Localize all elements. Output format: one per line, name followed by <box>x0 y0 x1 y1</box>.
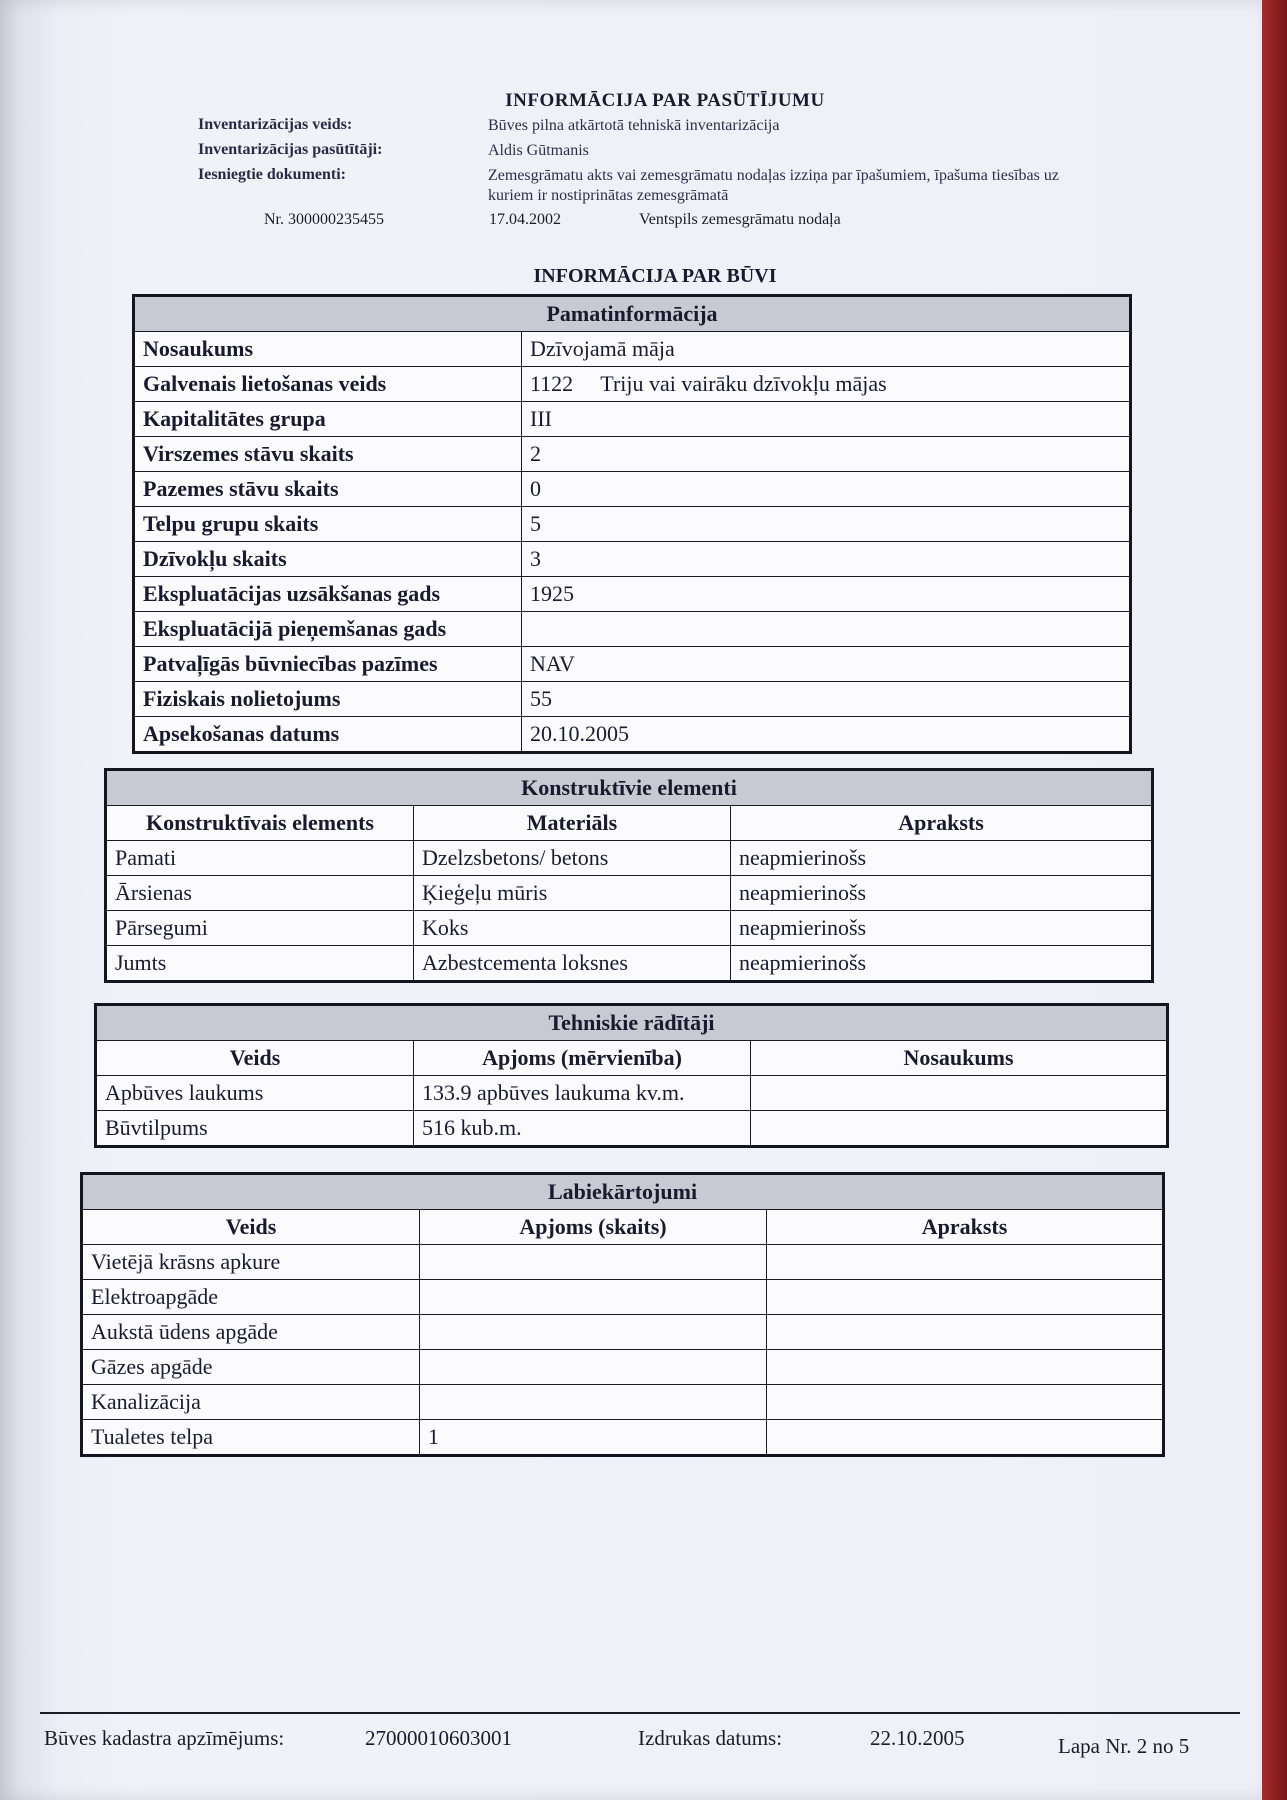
table-cell <box>420 1350 767 1385</box>
table-cell <box>767 1280 1164 1315</box>
order-value: Būves pilna atkārtotā tehniskā inventarizācija <box>488 117 780 134</box>
field-label: Virszemes stāvu skaits <box>134 437 522 472</box>
table-cell <box>767 1245 1164 1280</box>
field-value: 1925 <box>522 577 1131 612</box>
field-label: Telpu grupu skaits <box>134 507 522 542</box>
table-cell: 133.9 apbūves laukuma kv.m. <box>414 1076 751 1111</box>
field-label: Galvenais lietošanas veids <box>134 367 522 402</box>
table-cell <box>767 1315 1164 1350</box>
table-caption: Tehniskie rādītāji <box>96 1005 1168 1041</box>
column-header: Apjoms (skaits) <box>420 1210 767 1245</box>
table-row <box>82 1280 1164 1315</box>
table-cell <box>767 1420 1164 1456</box>
technical-indicators-table <box>94 1003 1169 1148</box>
cadastre-label: Būves kadastra apzīmējums: <box>44 1726 285 1750</box>
table-row <box>106 911 1153 946</box>
field-value: III <box>522 402 1131 437</box>
field-value: 55 <box>522 682 1131 717</box>
field-label: Fiziskais nolietojums <box>134 682 522 717</box>
field-value <box>522 612 1131 647</box>
page-footer <box>40 1712 1240 1758</box>
table-cell <box>767 1350 1164 1385</box>
table-row <box>96 1076 1168 1111</box>
cadastre-value: 27000010603001 <box>365 1726 512 1750</box>
table-caption: Pamatinformācija <box>134 296 1131 332</box>
order-value: Zemesgrāmatu akts vai zemesgrāmatu nodaļas izziņa par īpašumiem, īpašuma tiesības uz kuriem ir nostiprinātas zemesgrāmatā <box>488 166 1059 205</box>
table-row <box>82 1315 1164 1350</box>
table-cell <box>751 1076 1168 1111</box>
column-header: Materiāls <box>414 806 731 841</box>
field-value: Dzīvojamā māja <box>522 332 1131 367</box>
table-cell: Gāzes apgāde <box>82 1350 420 1385</box>
table-cell: Pamati <box>106 841 414 876</box>
table-row <box>96 1111 1168 1147</box>
table-cell: Azbestcementa loksnes <box>414 946 731 982</box>
field-label: Ekspluatācijā pieņemšanas gads <box>134 612 522 647</box>
table-row <box>82 1245 1164 1280</box>
table-row <box>82 1350 1164 1385</box>
document-date: 17.04.2002 <box>489 211 561 229</box>
field-label: Pazemes stāvu skaits <box>134 472 522 507</box>
table-cell <box>767 1385 1164 1420</box>
field-value: 20.10.2005 <box>522 717 1131 753</box>
table-row <box>134 507 1131 542</box>
field-value: 2 <box>522 437 1131 472</box>
table-row <box>134 367 1131 402</box>
table-cell <box>420 1315 767 1350</box>
table-caption: Konstruktīvie elementi <box>106 770 1153 806</box>
field-value: NAV <box>522 647 1131 682</box>
column-header: Nosaukums <box>751 1041 1168 1076</box>
table-cell: neapmierinošs <box>731 946 1153 982</box>
field-value: 5 <box>522 507 1131 542</box>
table-cell: 516 kub.m. <box>414 1111 751 1147</box>
table-row <box>134 332 1131 367</box>
table-cell: neapmierinošs <box>731 841 1153 876</box>
document-office: Ventspils zemesgrāmatu nodaļa <box>639 211 841 229</box>
table-row <box>134 542 1131 577</box>
column-header: Veids <box>82 1210 420 1245</box>
table-cell: Aukstā ūdens apgāde <box>82 1315 420 1350</box>
table-cell: Jumts <box>106 946 414 982</box>
column-header: Konstruktīvais elements <box>106 806 414 841</box>
document-number: Nr. 300000235455 <box>264 211 384 229</box>
document-reference <box>264 211 1210 229</box>
order-label: Iesniegtie dokumenti: <box>198 165 346 183</box>
field-value: 1122 Triju vai vairāku dzīvokļu mājas <box>522 367 1131 402</box>
table-row <box>134 577 1131 612</box>
column-header: Veids <box>96 1041 414 1076</box>
table-cell: Tualetes telpa <box>82 1420 420 1456</box>
document-sheet <box>80 90 1210 1457</box>
table-cell <box>751 1111 1168 1147</box>
table-row <box>106 946 1153 982</box>
table-cell: 1 <box>420 1420 767 1456</box>
table-row <box>134 437 1131 472</box>
column-header: Apjoms (mērvienība) <box>414 1041 751 1076</box>
table-caption: Labiekārtojumi <box>82 1174 1164 1210</box>
order-info <box>198 116 1098 207</box>
table-cell <box>420 1245 767 1280</box>
building-title: INFORMĀCIJA PAR BŪVI <box>533 265 777 288</box>
table-cell <box>420 1280 767 1315</box>
column-header: Apraksts <box>767 1210 1164 1245</box>
page-number: Lapa Nr. 2 no 5 <box>1058 1734 1190 1758</box>
table-cell <box>420 1385 767 1420</box>
field-value: 0 <box>522 472 1131 507</box>
field-label: Patvaļīgās būvniecības pazīmes <box>134 647 522 682</box>
field-label: Nosaukums <box>134 332 522 367</box>
order-label: Inventarizācijas veids: <box>198 116 353 133</box>
structural-elements-table <box>104 768 1154 983</box>
table-cell: Ārsienas <box>106 876 414 911</box>
table-cell: Elektroapgāde <box>82 1280 420 1315</box>
table-row <box>106 876 1153 911</box>
table-row <box>82 1420 1164 1456</box>
table-row <box>106 841 1153 876</box>
table-cell: Vietējā krāsns apkure <box>82 1245 420 1280</box>
table-cell: Kanalizācija <box>82 1385 420 1420</box>
order-title: INFORMĀCIJA PAR PASŪTĪJUMU <box>505 90 825 111</box>
table-cell: Dzelzsbetons/ betons <box>414 841 731 876</box>
table-row <box>134 682 1131 717</box>
table-cell: neapmierinošs <box>731 876 1153 911</box>
binder-edge <box>1262 0 1287 1800</box>
order-value: Aldis Gūtmanis <box>488 141 589 159</box>
table-row <box>134 717 1131 753</box>
field-label: Apsekošanas datums <box>134 717 522 753</box>
table-cell: neapmierinošs <box>731 911 1153 946</box>
basic-info-table <box>132 294 1132 754</box>
table-cell: Koks <box>414 911 731 946</box>
print-date-value: 22.10.2005 <box>870 1726 965 1750</box>
field-label: Kapitalitātes grupa <box>134 402 522 437</box>
table-cell: Pārsegumi <box>106 911 414 946</box>
table-cell: Ķieģeļu mūris <box>414 876 731 911</box>
table-cell: Būvtilpums <box>96 1111 414 1147</box>
table-row <box>134 472 1131 507</box>
table-row <box>134 612 1131 647</box>
table-row <box>82 1385 1164 1420</box>
table-cell: Apbūves laukums <box>96 1076 414 1111</box>
print-date-label: Izdrukas datums: <box>638 1726 783 1750</box>
field-label: Ekspluatācijas uzsākšanas gads <box>134 577 522 612</box>
field-label: Dzīvokļu skaits <box>134 542 522 577</box>
field-value: 3 <box>522 542 1131 577</box>
amenities-table <box>80 1172 1165 1457</box>
table-row <box>134 402 1131 437</box>
column-header: Apraksts <box>731 806 1153 841</box>
order-label: Inventarizācijas pasūtītāji: <box>198 140 383 158</box>
table-row <box>134 647 1131 682</box>
